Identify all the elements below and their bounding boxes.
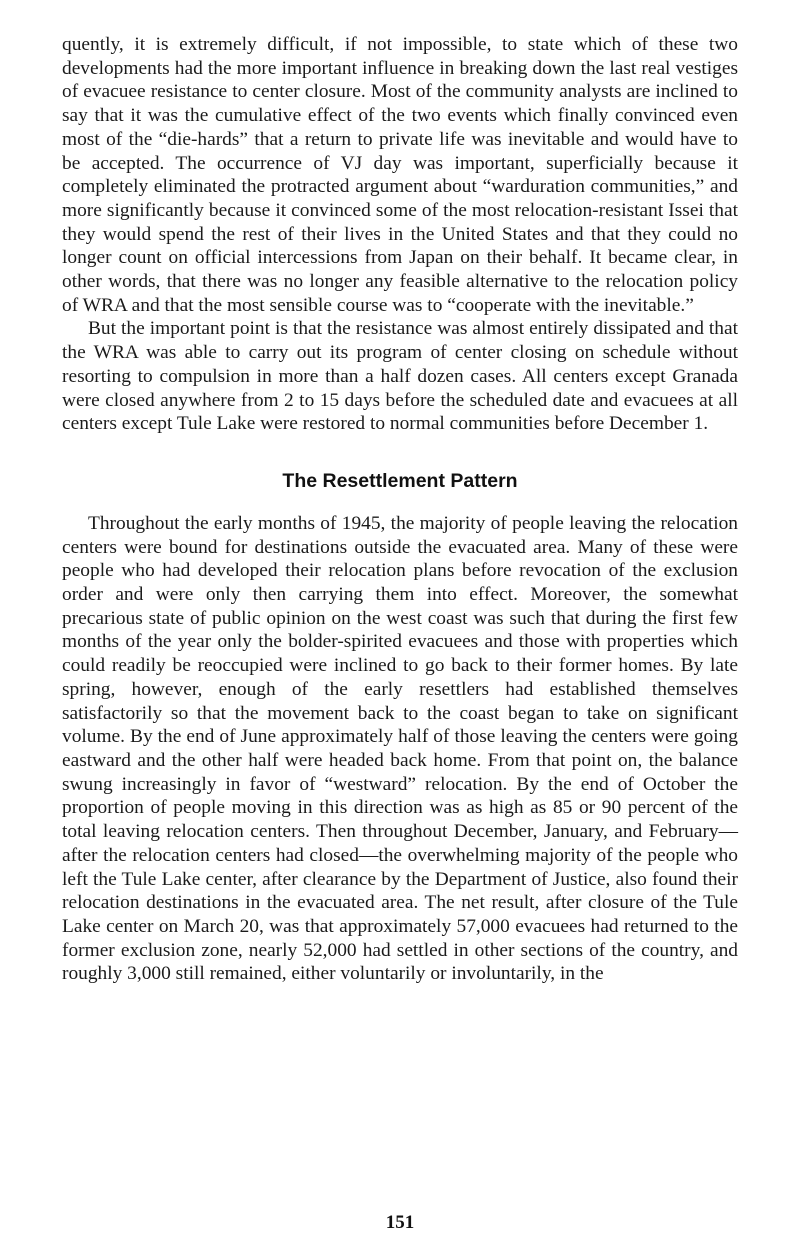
paragraph-resettlement-pattern: Throughout the early months of 1945, the majority of people leaving the relocation centers were bound for destinations outside the evacuated area. Many of these were people who had developed their relocation plans before revocation of the exclusion order and were only then carrying them into effect. Moreover, the somewhat precarious state of public opinion on the west coast was such that during the first few months of the year only the bolder-spirited evacuees and those with properties which could readily be reoccupied were inclined to go back to their former homes. By late spring, however, enough of the early resettlers had established themselves satisfactorily so that the movement back to the coast began to take on significant volume. By the end of June approximately half of those leaving the centers were going eastward and the other half were headed back home. From that point on, the balance swung increasingly in favor of “westward” relocation. By the end of October the proportion of people moving in this direction was as high as 85 or 90 percent of the total leaving relocation centers. Then throughout December, January, and February—after the relocation centers had closed—the overwhelming majority of the people who left the Tule Lake center, after clearance by the Department of Justice, also found their relocation destinations in the evacuated area. The net result, after closure of the Tule Lake center on March 20, was that approximately 57,000 evacuees had returned to the former exclusion zone, nearly 52,000 had settled in other sections of the country, and roughly 3,000 still remained, either voluntarily or involuntarily, in the — [62, 512, 738, 985]
document-page — [62, 33, 738, 986]
paragraph-continued: quently, it is extremely difficult, if not impossible, to state which of these two developments had the more important influence in breaking down the last real vestiges of evacuee resistance to center closure. Most of the community analysts are inclined to say that it was the cumulative effect of the two events which finally convinced even most of the “die-hards” that a return to private life was inevitable and would have to be accepted. The occurrence of VJ day was important, superficially because it completely eliminated the protracted argument about “warduration communities,” and more significantly because it convinced some of the most relocation-resistant Issei that they would spend the rest of their lives in the United States and that they could no longer count on official intercessions from Japan on their behalf. It became clear, in other words, that there was no longer any feasible alternative to the relocation policy of WRA and that the most sensible course was to “cooperate with the inevitable.” — [62, 34, 738, 316]
paragraph-resistance-dissipated: But the important point is that the resistance was almost entirely dissipated and that the WRA was able to carry out its program of center closing on schedule without resorting to compulsion in more than a half dozen cases. All centers except Granada were closed anywhere from 2 to 15 days before the scheduled date and evacuees at all centers except Tule Lake were restored to normal communities before December 1. — [62, 318, 738, 435]
section-heading: The Resettlement Pattern — [282, 469, 518, 492]
page-number: 151 — [385, 1212, 415, 1233]
